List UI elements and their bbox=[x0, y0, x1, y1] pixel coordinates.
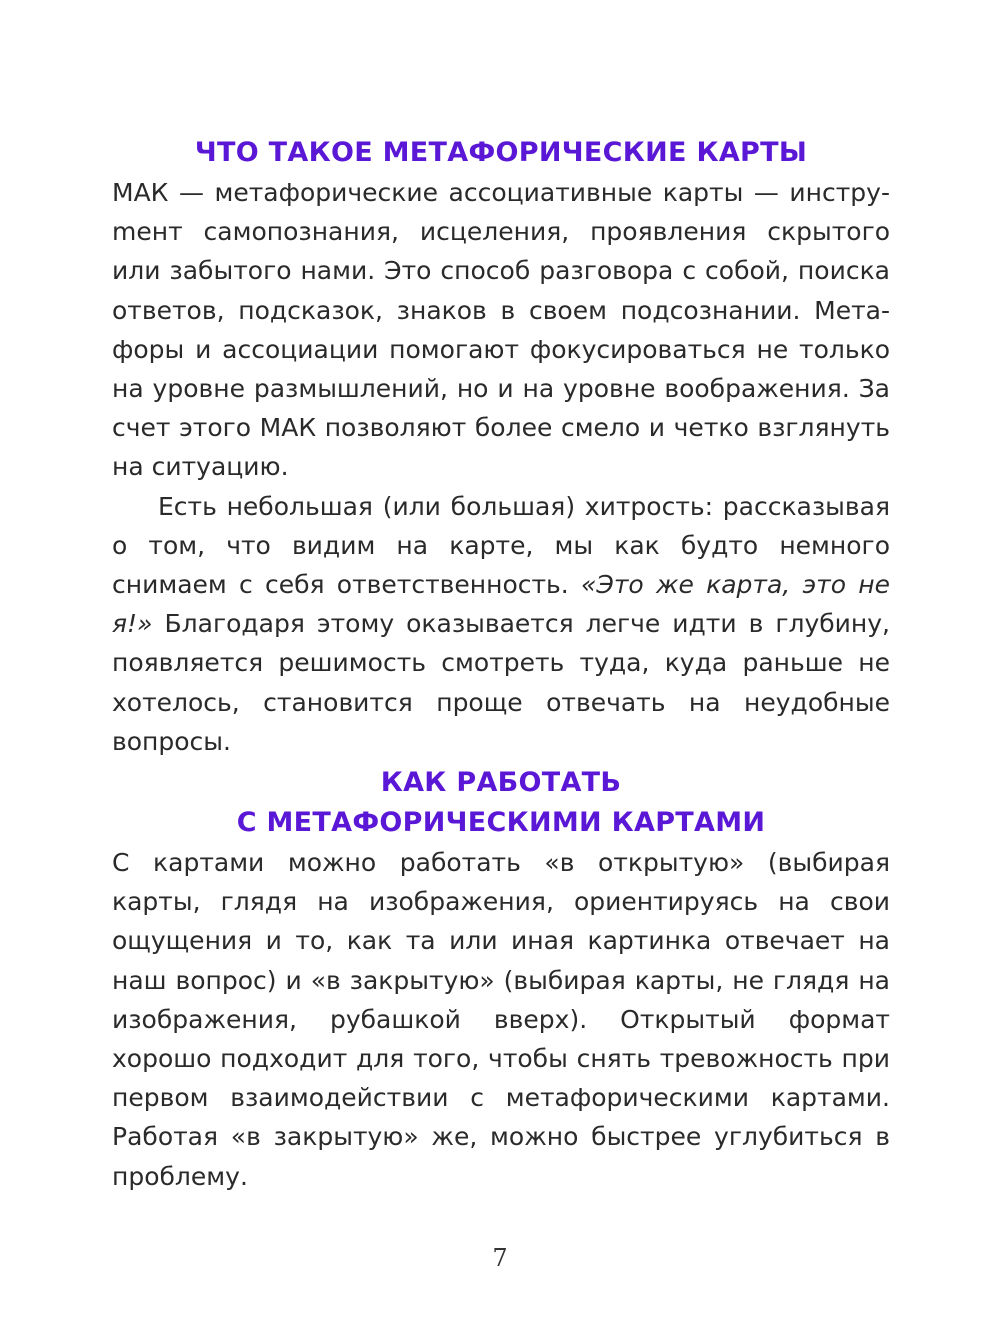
section-how-to-work-with-cards bbox=[112, 763, 890, 1196]
section-title bbox=[112, 763, 890, 843]
section-title-line: КАК РАБОТАТЬ bbox=[380, 767, 622, 798]
section-title-line: С МЕТАФОРИЧЕСКИМИ КАРТАМИ bbox=[236, 807, 766, 838]
paragraph: МАК — метафорические ассоциативные карты — инструmент самопознания, исцеления, проявления скрытого или забытого нами. Это способ разговора с собой, поиска ответов, подсказок, знаков в своем подсознании. Метафоры и ассоциации помогают фокусироваться не только на уровне размышлений, но и на уровне воображения. За счет этого МАК позволяют более смело и четко взглянуть на ситуацию. bbox=[112, 178, 890, 482]
page-number: 7 bbox=[492, 1244, 508, 1272]
paragraph-text: Благодаря этому оказывается легче идти в глубину, появляется решимость смотреть туда, куда раньше не хотелось, становится проще отвечать на неудобные вопросы. bbox=[112, 609, 890, 756]
paragraph bbox=[112, 487, 890, 761]
italic-quote: «Это же карта, это не я!» bbox=[112, 570, 891, 639]
paragraph: С картами можно работать «в открытую» (выбирая карты, глядя на изображения, ориентируясь на свои ощущения и то, как та или иная картинка отвечает на наш вопрос) и «в закрытую» (выбирая карты, не глядя на изображения, рубашкой вверх). Открытый формат хорошо подходит для того, чтобы снять тревожность при первом взаимодействии с метафорическими картами. Работая «в закрытую» же, можно быстрее углубиться в проблему. bbox=[112, 848, 890, 1191]
section-what-are-metaphoric-cards bbox=[112, 133, 890, 761]
section-title bbox=[112, 133, 890, 173]
paragraph-text: Есть небольшая (или большая) хитрость: рассказывая о том, что видим на карте, мы как будто немного снимаем с себя ответственность. bbox=[112, 491, 890, 600]
section-title-text: ЧТО ТАКОЕ МЕТАФОРИЧЕСКИЕ КАРТЫ bbox=[194, 137, 808, 168]
